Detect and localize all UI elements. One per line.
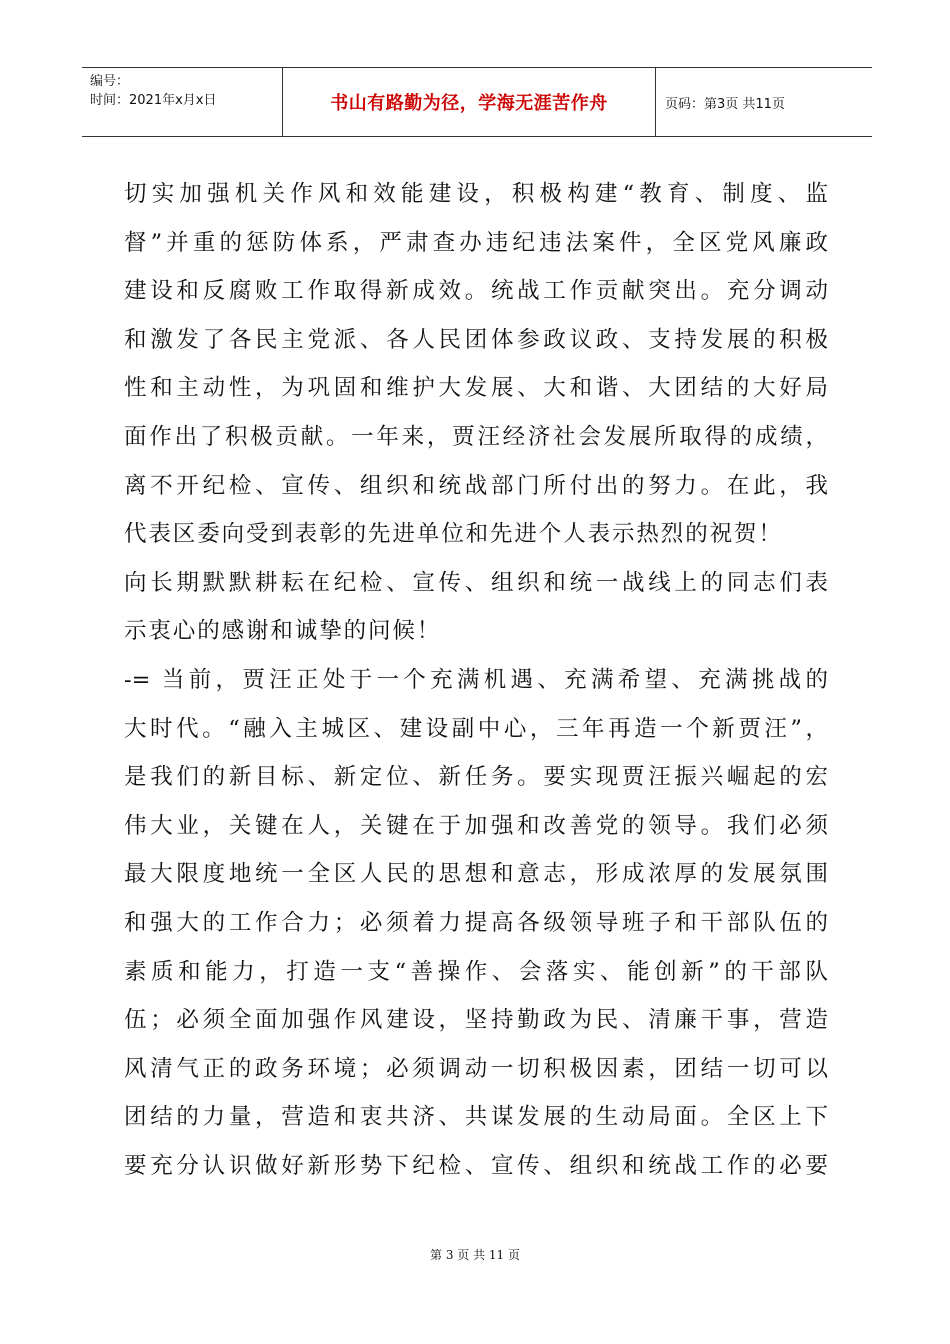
body-line: 伟大业，关键在人，关键在于加强和改善党的领导。我们必须 [124, 812, 828, 839]
body-line: 面作出了积极贡献。一年来，贾汪经济社会发展所取得的成绩， [124, 423, 828, 450]
body-line: 风清气正的政务环境；必须调动一切积极因素，团结一切可以 [124, 1055, 828, 1082]
body-line: -= 当前，贾汪正处于一个充满机遇、充满希望、充满挑战的 [124, 666, 828, 693]
body-line: 代表区委向受到表彰的先进单位和先进个人表示热烈的祝贺！ [124, 521, 783, 548]
body-line: 离不开纪检、宣传、组织和统战部门所付出的努力。在此，我 [124, 472, 828, 499]
header-motto-cell [282, 68, 656, 136]
header-page-cell [655, 68, 872, 136]
body-line: 团结的力量，营造和衷共济、共谋发展的生动局面。全区上下 [124, 1104, 828, 1131]
body-line: 最大限度地统一全区人民的思想和意志，形成浓厚的发展氛围 [124, 861, 828, 888]
body-line: 向长期默默耕耘在纪检、宣传、组织和统一战线上的同志们表 [124, 569, 828, 596]
body-line: 督”并重的惩防体系，严肃查办违纪违法案件，全区党风廉政 [124, 229, 828, 256]
body-line: 是我们的新目标、新定位、新任务。要实现贾汪振兴崛起的宏 [124, 764, 828, 791]
header-table [82, 67, 872, 137]
header-meta-cell [82, 68, 282, 136]
body-line: 和强大的工作合力；必须着力提高各级领导班子和干部队伍的 [124, 909, 828, 936]
body-line: 示衷心的感谢和诚挚的问候！ [124, 618, 442, 645]
body-line: 建设和反腐败工作取得新成效。统战工作贡献突出。充分调动 [124, 278, 828, 305]
body-line: 要充分认识做好新形势下纪检、宣传、组织和统战工作的必要 [124, 1152, 828, 1179]
body-line: 素质和能力，打造一支“善操作、会落实、能创新”的干部队 [124, 958, 828, 985]
header-page-info: 页码：第3页 共11页 [665, 96, 785, 112]
body-line: 大时代。“融入主城区、建设副中心，三年再造一个新贾汪”， [124, 715, 828, 742]
page-footer: 第 3 页 共 11 页 [430, 1248, 520, 1262]
body-line: 伍；必须全面加强作风建设，坚持勤政为民、清廉干事，营造 [124, 1007, 828, 1034]
body-line: 性和主动性，为巩固和维护大发展、大和谐、大团结的大好局 [124, 375, 828, 402]
body-text [124, 170, 828, 1190]
header-motto: 书山有路勤为径，学海无涯苦作舟 [330, 93, 608, 114]
number-label: 编号： [90, 74, 130, 89]
body-line: 切实加强机关作风和效能建设，积极构建“教育、制度、监 [124, 181, 828, 207]
body-line: 和激发了各民主党派、各人民团体参政议政、支持发展的积极 [124, 326, 828, 353]
time-label: 时间：2021年x月x日 [90, 93, 217, 108]
